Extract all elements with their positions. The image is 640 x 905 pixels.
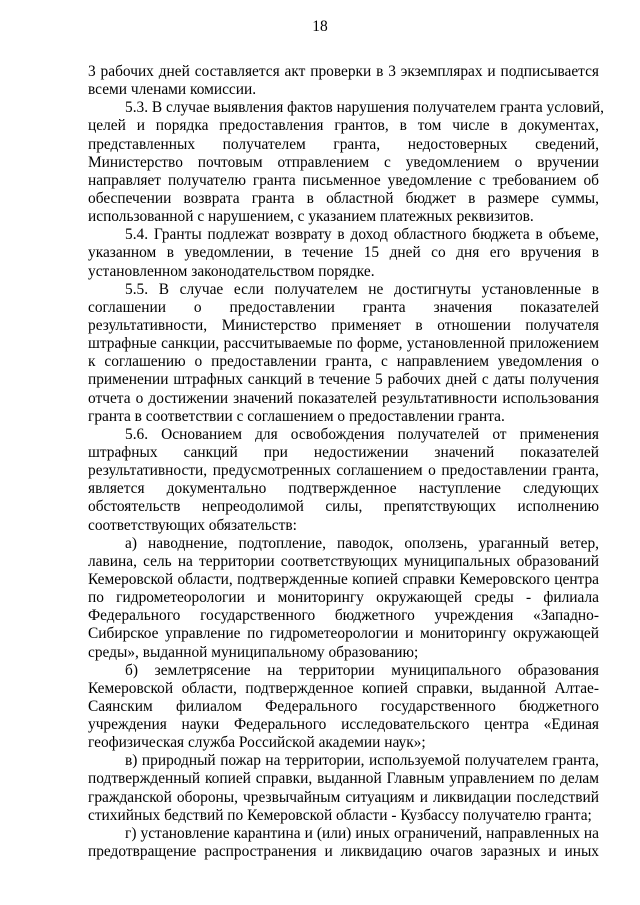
text-line: лавина, сель на территории соответствующих муниципальных образований [88,552,599,570]
text-line: 5.3. В случае выявления фактов нарушения получателем гранта условий, [125,99,605,117]
text-line: применении штрафных санкций в течение 5 рабочих дней с даты получения [88,371,599,389]
text-line: 5.6. Основанием для освобождения получателей от применения [125,425,599,443]
text-line: установленном законодательством порядке. [88,262,375,280]
text-line: б) землетрясение на территории муниципального образования [125,661,599,679]
paragraph [88,99,605,226]
paragraph [88,662,599,753]
text-line: обстоятельств непреодолимой силы, препятствующих исполнению [88,498,599,516]
text-line: стихийных бедствий по Кемеровской области - Кузбассу получателю гранта; [88,806,592,824]
text-line: Министерство почтовым отправлением с уведомлением о вручении [88,153,599,171]
text-line: в) природный пожар на территории, используемой получателем гранта, [125,752,599,770]
text-line: обеспечении возврата гранта в областной бюджет в размере суммы, [88,189,599,207]
text-line: а) наводнение, подтопление, паводок, оползень, ураганный ветер, [125,534,599,552]
text-line: геофизическая служба Российской академии наук»; [88,734,426,752]
text-line: использованной с нарушением, с указанием платежных реквизитов. [88,208,534,226]
text-line: подтвержденный копией справки, выданной Главным управлением по делам [88,770,599,788]
text-line: г) установление карантина и (или) иных ограничений, направленных на [125,824,599,842]
text-line: штрафных санкций при недостижении значений показателей [88,443,599,461]
paragraph [88,825,599,861]
text-line: среды», выданной муниципальному образованию; [88,643,419,661]
text-line: направляет получателю гранта письменное уведомление с требованием об [88,171,599,189]
text-line: штрафные санкции, рассчитываемые по форме, установленной приложением [88,335,599,353]
text-line: Кемеровской области, подтвержденное копией справки, выданной Алтае- [88,679,599,697]
text-line: 5.5. В случае если получателем не достигнуты установленные в [125,280,599,298]
paragraph [88,63,599,99]
text-line: указанном в уведомлении, в течение 15 дней со дня его вручения в [88,244,599,262]
text-line: является документально подтвержденное наступление следующих [88,480,599,498]
text-line: учреждения науки Федерального исследовательского центра «Единая [88,716,599,734]
text-line: представленных получателем гранта, недостоверных сведений, [88,135,599,153]
text-line: результативности, предусмотренных соглашением о предоставлении гранта, [88,462,599,480]
text-line: 5.4. Гранты подлежат возврату в доход областного бюджета в объеме, [125,226,599,244]
text-line: результативности, Министерство применяет в отношении получателя [88,316,599,334]
paragraph [88,281,599,426]
paragraph [88,426,599,535]
text-line: к соглашению о предоставлении гранта, с направлением уведомления о [88,353,599,371]
paragraph [88,535,599,662]
text-line: Кемеровской области, подтвержденные копией справки Кемеровского центра [88,570,599,588]
text-line: 3 рабочих дней составляется акт проверки в 3 экземплярах и подписывается [88,63,599,80]
document-body [88,63,605,861]
text-line: соглашении о предоставлении гранта значения показателей [88,298,599,316]
text-line: Сибирское управление по гидрометеорологии и мониторингу окружающей [88,625,599,643]
text-line: предотвращение распространения и ликвидацию очагов заразных и иных [88,843,599,861]
paragraph [88,226,599,280]
page-number: 18 [312,18,328,35]
paragraph [88,752,599,825]
text-line: соответствующих обязательств: [88,516,297,534]
text-line: гражданской обороны, чрезвычайным ситуациям и ликвидации последствий [88,788,599,806]
text-line: по гидрометеорологии и мониторингу окружающей среды - филиала [88,589,599,607]
text-line: Федерального государственного бюджетного учреждения «Западно- [88,607,599,625]
text-line: отчета о достижении значений показателей результативности использования [88,389,599,407]
text-line: всеми членами комиссии. [88,81,257,99]
text-line: целей и порядка предоставления грантов, в том числе в документах, [88,117,599,135]
text-line: Саянским филиалом Федерального государственного бюджетного [88,697,599,715]
text-line: гранта в соответствии с соглашением о предоставлении гранта. [88,407,505,425]
